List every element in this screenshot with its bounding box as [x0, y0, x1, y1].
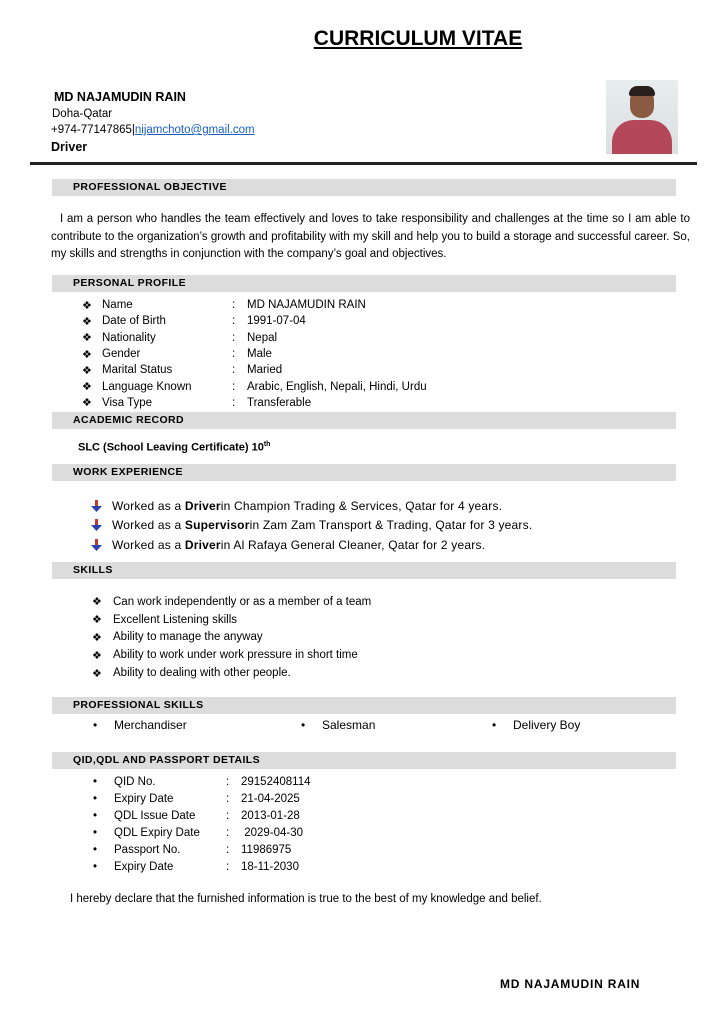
- professional-skill-item: [492, 718, 580, 732]
- skill-text: Can work independently or as a member of a team: [113, 595, 372, 608]
- section-objective: [52, 179, 676, 196]
- profile-row: [82, 330, 427, 346]
- section-professional-skills-title: PROFESSIONAL SKILLS: [73, 699, 204, 711]
- academic-text: SLC (School Leaving Certificate) 10: [78, 441, 264, 454]
- section-work: [52, 464, 676, 481]
- skills-list: [92, 593, 371, 682]
- diamond-bullet-icon: ❖: [82, 397, 92, 410]
- work-detail: in Al Rafaya General Cleaner, Qatar for 2 years.: [220, 537, 486, 552]
- skill-text: Ability to work under work pressure in short time: [113, 649, 358, 662]
- colon: :: [232, 315, 236, 328]
- document-row: [93, 807, 311, 824]
- profile-row: [82, 346, 427, 362]
- profile-label: Visa Type: [102, 396, 153, 409]
- skill-item: [92, 646, 371, 664]
- section-academic: [52, 412, 676, 429]
- profile-label: Name: [102, 299, 133, 312]
- profile-value: Maried: [247, 364, 283, 377]
- document-row: [93, 790, 311, 807]
- bullet-icon: •: [301, 718, 306, 732]
- professional-skill-text: Merchandiser: [114, 718, 187, 732]
- work-item: [90, 496, 532, 516]
- professional-skill-text: Delivery Boy: [513, 718, 581, 732]
- skill-text: Ability to manage the anyway: [113, 631, 263, 644]
- profile-label: Gender: [102, 348, 141, 361]
- declaration: I hereby declare that the furnished information is true to the best of my knowledge and belief.: [70, 893, 542, 905]
- section-personal: [52, 275, 676, 292]
- bullet-icon: •: [93, 826, 98, 839]
- colon: :: [226, 775, 230, 788]
- profile-label: Date of Birth: [102, 315, 166, 328]
- documents-list: [93, 773, 311, 875]
- skill-item: [92, 593, 371, 611]
- colon: :: [226, 826, 230, 839]
- academic-entry: [78, 441, 270, 454]
- colon: :: [232, 364, 236, 377]
- profile-label: Marital Status: [102, 364, 173, 377]
- profile-label: Language Known: [102, 380, 192, 393]
- document-value: 21-04-2025: [241, 792, 300, 805]
- work-list: [90, 496, 532, 555]
- profile-row: [82, 362, 427, 378]
- colon: :: [232, 299, 236, 312]
- document-title: CURRICULUM VITAE: [313, 27, 523, 50]
- document-row: [93, 824, 311, 841]
- photo-hair: [629, 86, 655, 96]
- document-value: 11986975: [241, 843, 292, 856]
- photo-shirt: [612, 120, 672, 154]
- bullet-icon: •: [93, 792, 98, 805]
- diamond-bullet-icon: ❖: [82, 381, 92, 394]
- document-label: Expiry Date: [114, 792, 174, 805]
- work-detail: in Champion Trading & Services, Qatar for 4 years.: [220, 498, 503, 513]
- profile-row: [82, 297, 427, 313]
- work-role: Driver: [184, 537, 221, 552]
- section-documents-title: QID,QDL AND PASSPORT DETAILS: [73, 754, 260, 766]
- diamond-bullet-icon: ❖: [92, 614, 102, 627]
- job-role: Driver: [51, 140, 88, 154]
- section-documents: [52, 752, 676, 769]
- document-label: Passport No.: [114, 843, 181, 856]
- separator: |: [131, 124, 135, 136]
- work-prefix: Worked as a: [112, 498, 182, 513]
- personal-profile-list: [82, 297, 427, 411]
- academic-sup: th: [263, 441, 271, 448]
- document-label: QDL Expiry Date: [114, 826, 200, 839]
- bullet-icon: •: [93, 860, 98, 873]
- skill-item: [92, 611, 371, 629]
- contact-line: [51, 124, 255, 136]
- document-value: 29152408114: [241, 775, 311, 788]
- profile-row: [82, 313, 427, 329]
- diamond-bullet-icon: ❖: [92, 631, 102, 644]
- section-academic-title: ACADEMIC RECORD: [73, 414, 184, 426]
- work-prefix: Worked as a: [112, 537, 182, 552]
- profile-row: [82, 378, 427, 394]
- arrow-bullet-icon: [90, 538, 112, 552]
- section-professional-skills: [52, 697, 676, 714]
- diamond-bullet-icon: ❖: [92, 667, 102, 680]
- work-item: [90, 516, 532, 536]
- work-prefix: Worked as a: [112, 518, 182, 533]
- diamond-bullet-icon: ❖: [82, 299, 92, 312]
- profile-value: Transferable: [247, 396, 312, 409]
- colon: :: [232, 380, 236, 393]
- colon: :: [226, 843, 230, 856]
- document-label: QDL Issue Date: [114, 809, 196, 822]
- phone: +974-77147865: [51, 124, 132, 136]
- bullet-icon: •: [93, 775, 98, 788]
- bullet-icon: •: [93, 843, 98, 856]
- section-objective-title: PROFESSIONAL OBJECTIVE: [73, 181, 227, 193]
- professional-skill-item: [93, 718, 187, 732]
- bullet-icon: •: [93, 718, 98, 732]
- section-personal-title: PERSONAL PROFILE: [73, 277, 186, 289]
- colon: :: [232, 348, 236, 361]
- profile-value: Male: [247, 348, 272, 361]
- section-skills-title: SKILLS: [73, 564, 113, 576]
- profile-row: [82, 395, 427, 411]
- diamond-bullet-icon: ❖: [82, 364, 92, 377]
- colon: :: [226, 809, 230, 822]
- diamond-bullet-icon: ❖: [82, 332, 92, 345]
- document-row: [93, 858, 311, 875]
- profile-value: Arabic, English, Nepali, Hindi, Urdu: [247, 380, 427, 393]
- colon: :: [226, 860, 230, 873]
- colon: :: [232, 396, 236, 409]
- colon: :: [226, 792, 230, 805]
- header-divider: [30, 162, 697, 165]
- section-skills: [52, 562, 676, 579]
- work-role: Driver: [184, 498, 221, 513]
- email-link[interactable]: nijamchoto@gmail.com: [134, 124, 255, 136]
- signature-name: MD NAJAMUDIN RAIN: [500, 977, 641, 991]
- diamond-bullet-icon: ❖: [82, 315, 92, 328]
- bullet-icon: •: [492, 718, 497, 732]
- document-row: [93, 841, 311, 858]
- profile-photo: [606, 80, 678, 154]
- arrow-bullet-icon: [90, 518, 112, 532]
- skill-text: Ability to dealing with other people.: [113, 667, 291, 680]
- objective-text: I am a person who handles the team effectively and loves to take responsibility and challenges at the time so I am able to contribute to the organization’s growth and profitability with my skill and help you to build a storage and successful career. So, my skills and strengths in conjunction with the company’s goal and objectives.: [51, 213, 690, 260]
- skill-item: [92, 629, 371, 647]
- profile-value: 1991-07-04: [247, 315, 306, 328]
- document-value: 18-11-2030: [241, 860, 299, 873]
- document-label: Expiry Date: [114, 860, 174, 873]
- arrow-bullet-icon: [90, 499, 112, 513]
- profile-value: Nepal: [247, 331, 278, 344]
- diamond-bullet-icon: ❖: [82, 348, 92, 361]
- work-role: Supervisor: [184, 518, 250, 533]
- location: Doha-Qatar: [52, 108, 113, 120]
- document-row: [93, 773, 311, 790]
- professional-skill-item: [301, 718, 375, 732]
- skill-item: [92, 664, 371, 682]
- professional-skill-text: Salesman: [322, 718, 376, 732]
- work-detail: in Zam Zam Transport & Trading, Qatar for 3 years.: [249, 518, 533, 533]
- work-item: [90, 535, 532, 555]
- colon: :: [232, 331, 236, 344]
- profile-value: MD NAJAMUDIN RAIN: [247, 299, 366, 312]
- document-label: QID No.: [114, 775, 156, 788]
- document-value: 2013-01-28: [241, 809, 300, 822]
- profile-label: Nationality: [102, 331, 156, 344]
- diamond-bullet-icon: ❖: [92, 596, 102, 609]
- diamond-bullet-icon: ❖: [92, 649, 102, 662]
- section-work-title: WORK EXPERIENCE: [73, 466, 183, 478]
- candidate-name: MD NAJAMUDIN RAIN: [54, 90, 186, 104]
- bullet-icon: •: [93, 809, 98, 822]
- skill-text: Excellent Listening skills: [113, 613, 238, 626]
- document-value: 2029-04-30: [241, 826, 304, 839]
